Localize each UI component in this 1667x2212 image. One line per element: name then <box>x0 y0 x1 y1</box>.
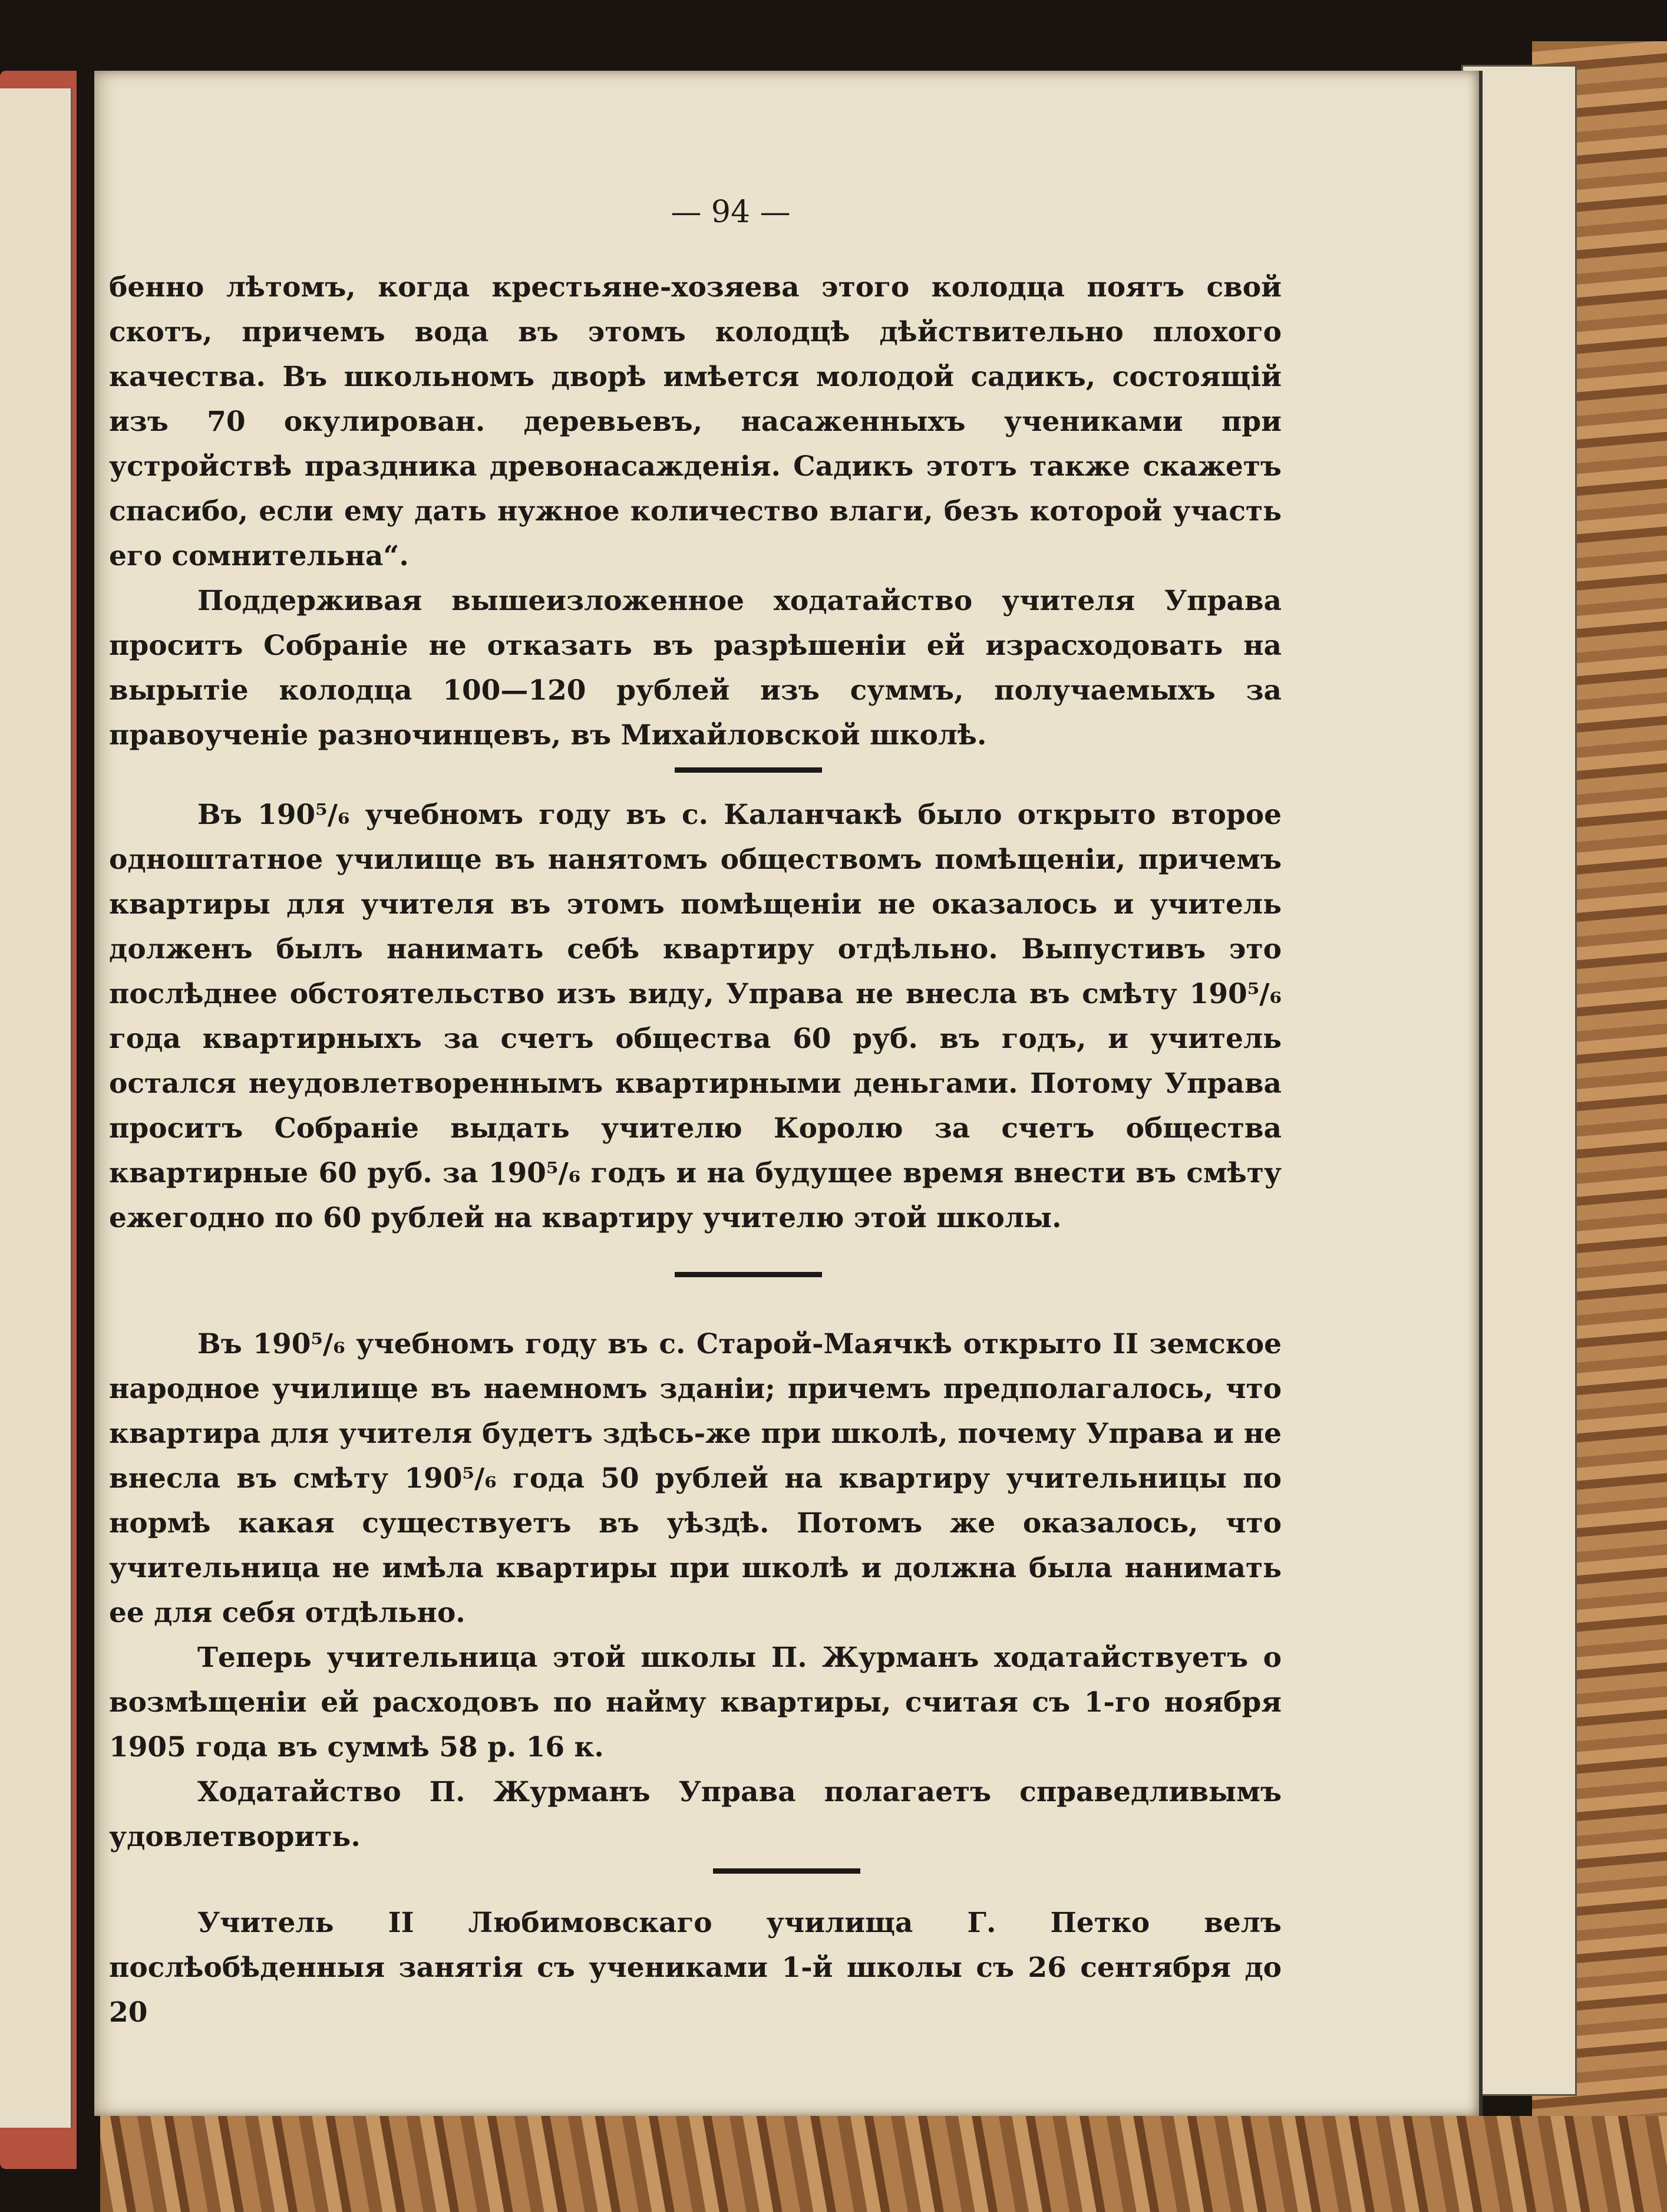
paragraph: Поддерживая вышеизложенное ходатайство учителя Управа проситъ Собраніе не отказать въ разрѣшеніи ей израсходовать на вырытіе колодца 100—120 рублей изъ суммъ, получаемыхъ за правоученіе разночинцевъ, въ Михайловской школѣ. <box>109 585 1282 751</box>
paragraph: Учитель II Любимовскаго училища Г. Петко велъ послѣобѣденныя занятія съ учениками 1-й школы съ 26 сентября до 20 <box>109 1907 1282 2029</box>
text-block-2 <box>109 793 1282 1241</box>
paragraph: Теперь учительница этой школы П. Журманъ ходатайствуетъ о возмѣщеніи ей расходовъ по найму квартиры, считая съ 1-го ноября 1905 года въ суммѣ 58 р. 16 к. <box>109 1641 1282 1763</box>
paragraph: Ходатайство П. Журманъ Управа полагаетъ справедливымъ удовлетворить. <box>109 1776 1282 1853</box>
book-cover-bottom <box>100 2116 1667 2212</box>
paragraph: Въ 190⁵/₆ учебномъ году въ с. Каланчакѣ было открыто второе одноштатное училище въ нанятомъ обществомъ помѣщеніи, причемъ квартиры для учителя въ этомъ помѣщеніи не оказалось и учитель долженъ былъ нанимать себѣ квартиру отдѣльно. Выпустивъ это послѣднее обстоятельство изъ виду, Управа не внесла въ смѣту 190⁵/₆ года квартирныхъ за счетъ общества 60 руб. въ годъ, и учитель остался неудовлетвореннымъ квартирными деньгами. Потому Управа проситъ Собраніе выдать учителю Королю за счетъ общества квартирные 60 руб. за 190⁵/₆ годъ и на будущее время внести въ смѣту ежегодно по 60 рублей на квартиру учителю этой школы. <box>109 799 1282 1234</box>
text-block-4 <box>109 1901 1282 2035</box>
section-divider <box>713 1868 860 1874</box>
previous-page-edge <box>0 88 72 2128</box>
paragraph: Въ 190⁵/₆ учебномъ году въ с. Старой-Маячкѣ открыто II земское народное училище въ наемномъ зданіи; причемъ предполагалось, что квартира для учителя будетъ здѣсь-же при школѣ, почему Управа и не внесла въ смѣту 190⁵/₆ года 50 рублей на квартиру учительницы по нормѣ какая существуетъ въ уѣздѣ. Потомъ же оказалось, что учительница не имѣла квартиры при школѣ и должна была нанимать ее для себя отдѣльно. <box>109 1328 1282 1629</box>
section-divider <box>675 767 822 773</box>
section-divider <box>675 1272 822 1277</box>
paragraph: бенно лѣтомъ, когда крестьяне-хозяева этого колодца поятъ свой скотъ, причемъ вода въ этомъ колодцѣ дѣйствительно плохого качества. Въ школьномъ дворѣ имѣется молодой садикъ, состоящій изъ 70 окулирован. деревьевъ, насаженныхъ учениками при устройствѣ праздника древонасажденія. Садикъ этотъ также скажетъ спасибо, если ему дать нужное количество влаги, безъ которой участь его сомнительна“. <box>109 271 1282 572</box>
text-block-1 <box>109 265 1282 758</box>
text-block-3 <box>109 1322 1282 1860</box>
page-number: — 94 — <box>671 195 791 230</box>
